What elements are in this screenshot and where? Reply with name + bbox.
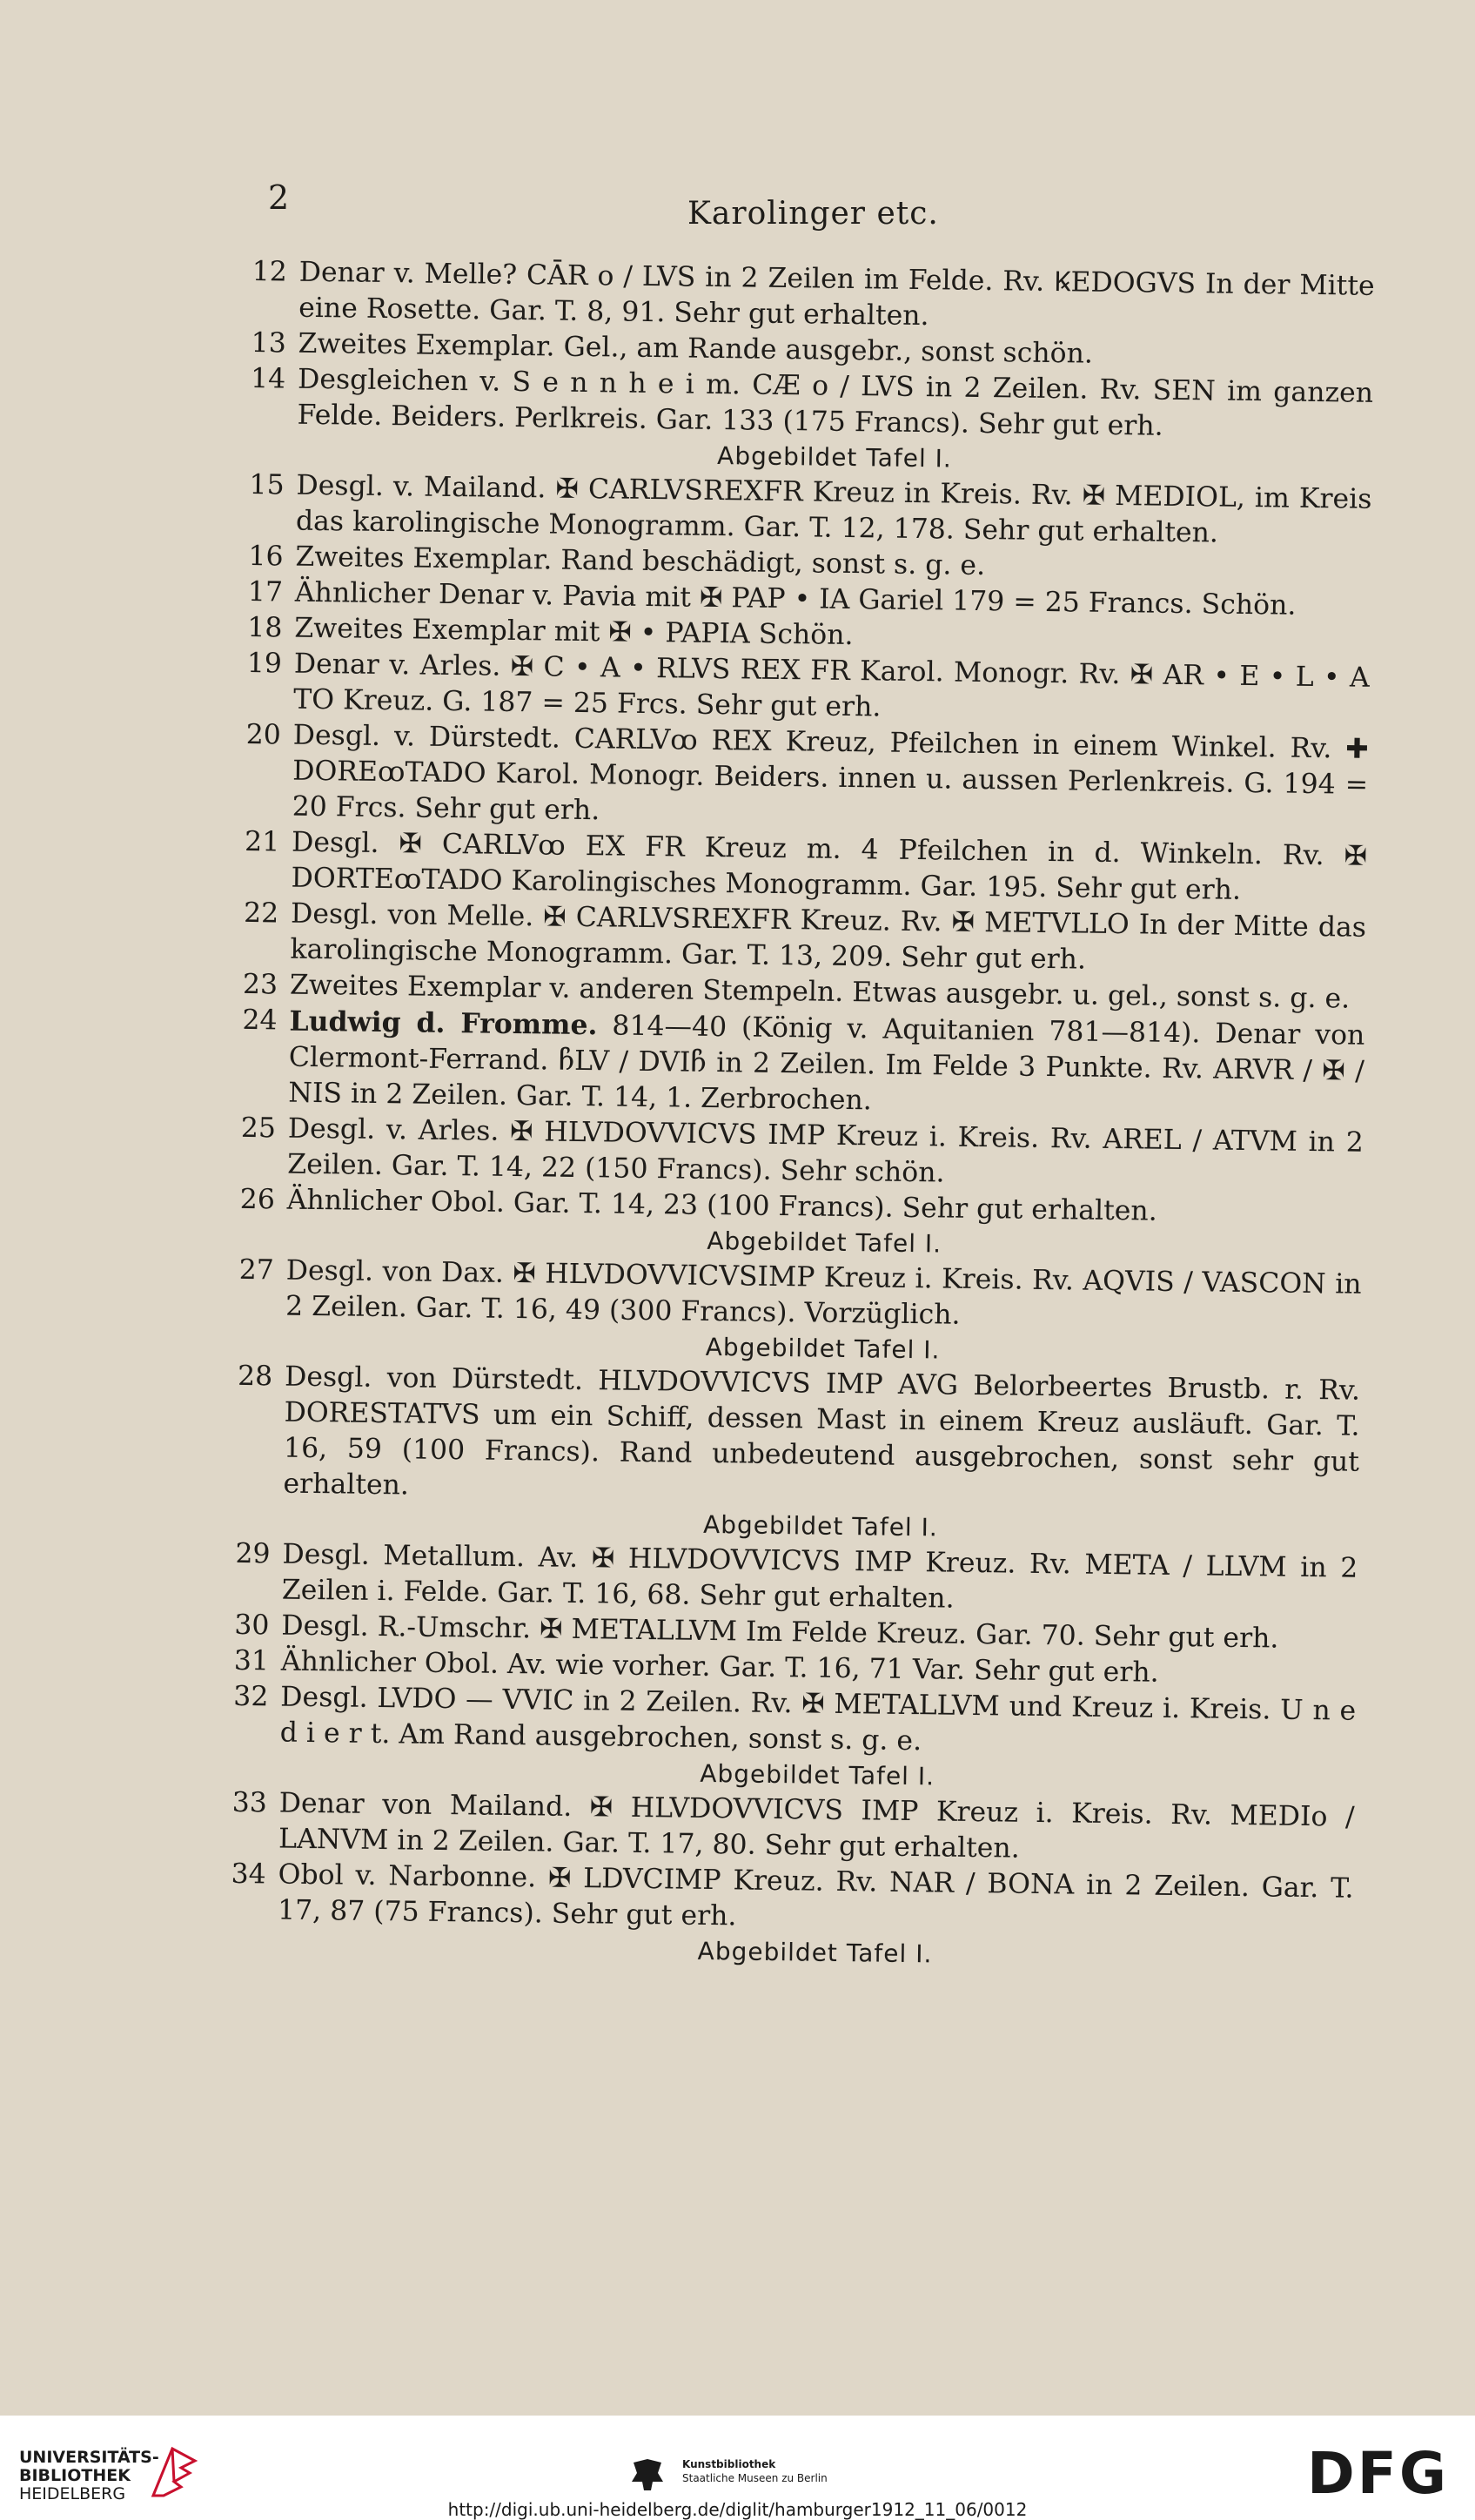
entry-text: Desgl. von Melle. ✠ CARLVSREXFR Kreuz. Rv. ✠ METVLLO In der Mitte das karolingische Monogramm. Gar. T. 13, 209. Sehr gut erh. <box>290 897 1367 976</box>
catalog-entry <box>232 1679 1356 1765</box>
entry-text: Denar v. Arles. ✠ C • A • RLVS REX FR Karol. Monogr. Rv. ✠ AR • E • L • A TO Kreuz. G. 187 = 25 Frcs. Sehr gut erh. <box>293 648 1370 723</box>
kb-title: Kunstbibliothek <box>682 2458 776 2470</box>
plate-caption: Abgebildet Tafel I. <box>707 1226 942 1259</box>
entry-number: 24 <box>242 1004 278 1037</box>
logo-line: UNIVERSITÄTS- <box>19 2448 159 2467</box>
page-number: 2 <box>268 178 290 217</box>
catalog-entry <box>241 1003 1365 1126</box>
entry-text: Obol v. Narbonne. ✠ LDVCIMP Kreuz. Rv. NAR / BONA in 2 Zeilen. Gar. T. 17, 87 (75 Francs). Sehr gut erh. <box>277 1858 1354 1932</box>
entry-number: 14 <box>250 362 286 395</box>
entry-number: 29 <box>235 1537 271 1570</box>
entry-text: Desgleichen v. S e n n h e i m. CÆ o / LVS in 2 Zeilen. Rv. SEN im ganzen Felde. Beiders. Perlkreis. Gar. 133 (175 Francs). Sehr gut erh. <box>297 363 1374 442</box>
entry-number: 33 <box>231 1786 268 1819</box>
entry-number: 13 <box>251 326 286 360</box>
catalog-entry <box>231 1857 1354 1943</box>
plate-caption: Abgebildet Tafel I. <box>716 441 953 474</box>
entry-text: Desgl. v. Dürstedt. CARLVꝏ REX Kreuz, Pfeilchen in einem Winkel. Rv. ✚ DOREꝏTADO Karol. Monogr. Beiders. innen u. aussen Perlenkreis. G. 194 = 20 Frcs. Sehr gut erh. <box>292 719 1369 827</box>
entry-text: Ähnlicher Denar v. Pavia mit ✠ PAP • IA Gariel 179 = 25 Francs. Schön. <box>294 576 1297 622</box>
footer-bar <box>0 2416 1475 2520</box>
ub-emblem-icon <box>146 2442 202 2503</box>
entry-description: 814—40 (König v. Aquitanien 781—814). Denar von Clermont-Ferrand. ჩLV / DVIჩ in 2 Zeilen. Im Felde 3 Punkte. Rv. ARVR / ✠ / NIS in 2 Zeilen. Gar. T. 14, 1. Zerbrochen. <box>288 1010 1365 1117</box>
entry-text: Desgl. von Dax. ✠ HLVDOVVICVSIMP Kreuz i. Kreis. Rv. AQVIS / VASCON in 2 Zeilen. Gar. T. 16, 49 (300 Francs). Vorzüglich. <box>285 1254 1362 1331</box>
eagle-icon <box>628 2456 667 2494</box>
logo-line: HEIDELBERG <box>19 2484 126 2503</box>
catalog-entries <box>230 254 1375 1978</box>
entry-number: 16 <box>248 540 284 573</box>
entry-text: Desgl. v. Arles. ✠ HLVDOVVICVS IMP Kreuz i. Kreis. Rv. AREL / ATVM in 2 Zeilen. Gar. T. 14, 22 (150 Francs). Sehr schön. <box>287 1112 1364 1189</box>
catalog-entry <box>236 1359 1360 1516</box>
entry-text: Ähnlicher Obol. Gar. T. 14, 23 (100 Francs). Sehr gut erhalten. <box>286 1184 1157 1227</box>
entry-text: Desgl. v. Mailand. ✠ CARLVSREXFR Kreuz in Kreis. Rv. ✠ MEDIOL, im Kreis das karolingische Monogramm. Gar. T. 12, 178. Sehr gut erhalten. <box>295 469 1372 549</box>
dfg-logo[interactable]: DFG <box>1307 2440 1450 2507</box>
logo-line: BIBLIOTHEK <box>19 2466 131 2485</box>
kb-subtitle: Staatliche Museen zu Berlin <box>682 2472 828 2484</box>
entry-number: 31 <box>233 1644 270 1677</box>
entry-text: Desgl. von Dürstedt. HLVDOVVICVS IMP AVG Belorbeertes Brustb. r. Rv. DORESTATVS um ein Schiff, dessen Mast in einem Kreuz ausläuft. Gar. T. 16, 59 (100 Francs). Rand unbedeutend ausgebrochen, sonst sehr gut erhalten. <box>283 1361 1361 1502</box>
entry-number: 18 <box>247 611 283 644</box>
entry-number: 32 <box>233 1680 269 1713</box>
entry-number: 21 <box>244 825 280 858</box>
entry-text: Denar von Mailand. ✠ HLVDOVVICVS IMP Kreuz i. Kreis. Rv. MEDIo / LANVM in 2 Zeilen. Gar. T. 17, 80. Sehr gut erhalten. <box>278 1787 1355 1865</box>
entry-number: 15 <box>249 468 285 501</box>
catalog-entry <box>245 717 1368 839</box>
entry-number: 25 <box>240 1112 277 1145</box>
permalink-url[interactable]: http://digi.ub.uni-heidelberg.de/diglit/hamburger1912_11_06/0012 <box>447 2499 1028 2520</box>
plate-caption: Abgebildet Tafel I. <box>700 1758 935 1791</box>
entry-text: Denar v. Melle? CĀR o / LVS in 2 Zeilen im Felde. Rv. ꝂEDOGVS In der Mitte eine Rosette. Gar. T. 8, 91. Sehr gut erhalten. <box>298 256 1375 333</box>
plate-caption: Abgebildet Tafel I. <box>705 1332 941 1365</box>
entry-text: Zweites Exemplar. Rand beschädigt, sonst s. g. e. <box>295 541 986 582</box>
entry-number: 30 <box>234 1609 270 1642</box>
entry-number: 28 <box>237 1360 273 1393</box>
entry-text <box>288 1004 1365 1126</box>
entry-number: 12 <box>251 255 288 288</box>
ruler-name: Ludwig d. Fromme. <box>289 1005 598 1042</box>
entry-number: 17 <box>247 575 284 608</box>
entry-text: Zweites Exemplar v. anderen Stempeln. Etwas ausgebr. u. gel., sonst s. g. e. <box>289 969 1351 1015</box>
plate-caption: Abgebildet Tafel I. <box>697 1936 933 1969</box>
entry-text: Desgl. Metallum. Av. ✠ HLVDOVVICVS IMP Kreuz. Rv. META / LLVM in 2 Zeilen i. Felde. Gar. T. 16, 68. Sehr gut erhalten. <box>281 1538 1358 1615</box>
entry-number: 34 <box>231 1858 266 1891</box>
entry-text: Desgl. R.-Umschr. ✠ METALLVM Im Felde Kreuz. Gar. 70. Sehr gut erh. <box>281 1609 1279 1655</box>
entry-number: 26 <box>239 1183 276 1216</box>
entry-number: 19 <box>246 647 283 680</box>
university-library-logo[interactable] <box>19 2449 159 2503</box>
entry-text: Zweites Exemplar. Gel., am Rande ausgebr., sonst schön. <box>298 327 1094 370</box>
entry-number: 22 <box>243 897 279 930</box>
entry-text: Zweites Exemplar mit ✠ • PAPIA Schön. <box>294 612 854 652</box>
running-title: Karolinger etc. <box>687 196 939 232</box>
entry-text: Desgl. ✠ CARLVꝏ EX FR Kreuz m. 4 Pfeilchen in d. Winkeln. Rv. ✠ DORTEꝏTADO Karolingisches Monogramm. Gar. 195. Sehr gut erh. <box>291 826 1368 906</box>
plate-caption: Abgebildet Tafel I. <box>702 1509 938 1542</box>
entry-text: Desgl. LVDO — VVIC in 2 Zeilen. Rv. ✠ METALLVM und Kreuz i. Kreis. U n e d i e r t. Am Rand ausgebrochen, sonst s. g. e. <box>279 1681 1357 1757</box>
page-header <box>0 178 1475 231</box>
catalog-entry <box>250 361 1373 447</box>
entry-number: 23 <box>242 968 278 1001</box>
entry-number: 20 <box>245 718 282 751</box>
entry-number: 27 <box>238 1253 275 1287</box>
catalog-entry <box>238 1253 1362 1339</box>
entry-text: Ähnlicher Obol. Av. wie vorher. Gar. T. 16, 71 Var. Sehr gut erh. <box>280 1645 1159 1689</box>
